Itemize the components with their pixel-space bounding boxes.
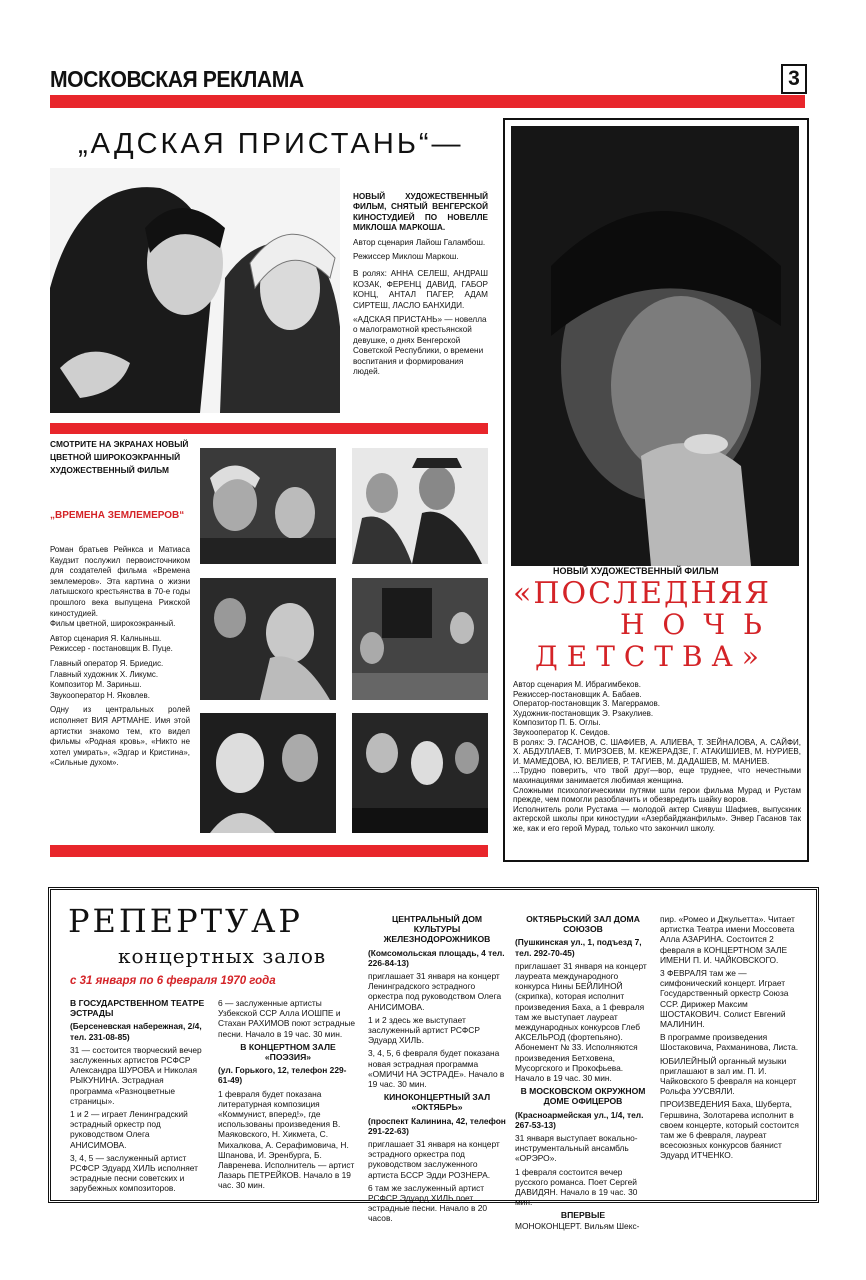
film3-cast: В ролях: Э. ГАСАНОВ, С. ШАФИЕВ, А. АЛИЕВА, Т. ЗЕЙНАЛОВА, А. САЙФИ, Х. АБДУЛЛАЕВ, Т. МИРЗОЕВ, М. КЕЖЕРАДЗЕ, Г. АТАКИШИЕВ, М. НУРИЕВ, И. МАМЕДОВА, Ю. ВЕЛИЕВ, Р. ТАГИЕВ, М. ДАДАШЕВ, М. МАНИЕВ. bbox=[513, 737, 801, 766]
film2-description: Роман братьев Рейнкса и Матиаса Каудзит послужил первоисточником для создателей фильма «Времена землемеров». Эта картина о жизни латышского крестьянства в 70-е годы прошлого века выпущена Рижской киностудией. bbox=[50, 545, 190, 618]
film3-credit: Звукооператор К. Сеидов. bbox=[513, 727, 610, 737]
film2-still-4 bbox=[352, 578, 488, 700]
col1-hall: В ГОСУДАРСТВЕННОМ ТЕАТРЕ ЭСТРАДЫ bbox=[70, 998, 205, 1019]
film2-intro: СМОТРИТЕ НА ЭКРАНАХ НОВЫЙ ЦВЕТНОЙ ШИРОКОЭКРАННЫЙ ХУДОЖЕСТВЕННЫЙ ФИЛЬМ bbox=[50, 439, 189, 475]
section-masthead: МОСКОВСКАЯ РЕКЛАМА bbox=[50, 66, 304, 92]
film2-still-1 bbox=[200, 448, 336, 564]
film2-lead: Одну из центральных ролей исполняет ВИЯ АРТМАНЕ. Имя этой артистки знакомо тем, кто видел фильмы «Родная кровь», «Никто не хотел умирать», «Эдгар и Кристина», «Сильные духом». bbox=[50, 705, 190, 768]
film2-still-5 bbox=[200, 713, 336, 833]
col2-entry: 6 — заслуженные артисты Узбекской ССР Алла ИОШПЕ и Стахан РАХИМОВ поют эстрадные песни. Начало в 19 час. 30 мин. bbox=[218, 998, 356, 1039]
col1-entry: 3, 4, 5 — заслуженный артист РСФСР Эдуард ХИЛЬ исполняет эстрадные песни советских и зарубежных композиторов. bbox=[70, 1152, 198, 1194]
col3-address: (проспект Калинина, 42, телефон 291-22-63) bbox=[368, 1115, 506, 1136]
col5-entry: ЮБИЛЕЙНЫЙ органный музыки приглашают в зал им. П. И. Чайковского 5 февраля на концерт Рольфа УУСВЯЛИ. bbox=[660, 1055, 797, 1097]
col4-entry: МОНОКОНЦЕРТ. Вильям Шекс- bbox=[515, 1220, 640, 1231]
col4-address: (Красноармейская ул., 1/4, тел. 267-53-13) bbox=[515, 1109, 644, 1130]
repertoire-col3 bbox=[368, 914, 506, 1227]
film3-portrait-photo bbox=[511, 126, 799, 566]
film3-kicker: НОВЫЙ ХУДОЖЕСТВЕННЫЙ ФИЛЬМ bbox=[553, 566, 719, 576]
col3-address: (Комсомольская площадь, 4 тел. 226-84-13) bbox=[368, 947, 505, 968]
repertoire-dates: с 31 января по 6 февраля 1970 года bbox=[70, 975, 276, 987]
masthead-red-rule bbox=[50, 95, 805, 108]
col2-hall: В КОНЦЕРТНОМ ЗАЛЕ «ПОЭЗИЯ» bbox=[240, 1041, 336, 1063]
col1-entry: 1 и 2 — играет Ленинградский эстрадный оркестр под руководством Олега АНИСИМОВА. bbox=[70, 1109, 188, 1150]
col4-hall: ОКТЯБРЬСКИЙ ЗАЛ ДОМА СОЮЗОВ bbox=[526, 914, 640, 935]
repertoire-col2 bbox=[218, 998, 358, 1194]
col5-entry: пир. «Ромео и Джульетта». Читает артистка Театра имени Моссовета Алла АЗАРИНА. Состоится 2 февраля в КОНЦЕРТНОМ ЗАЛЕ ИМЕНИ П. И. ЧАЙКОВСКОГО. bbox=[660, 914, 795, 965]
film3-credit: Автор сценария М. Ибрагимбеков. bbox=[513, 680, 641, 689]
film1-director: Режиссер Миклош Маркош. bbox=[353, 252, 459, 262]
col2-address: (ул. Горького, 12, телефон 229-61-49) bbox=[218, 1065, 347, 1086]
film3-title-line2: НОЧЬ bbox=[620, 608, 780, 641]
film1-text-block bbox=[353, 192, 488, 382]
col3-entry: 1 и 2 здесь же выступает заслуженный артист РСФСР Эдуард ХИЛЬ. bbox=[368, 1014, 480, 1046]
film2-text-block bbox=[50, 545, 190, 773]
film1-red-rule bbox=[50, 423, 488, 434]
repertoire-title: РЕПЕРТУАР bbox=[68, 902, 303, 940]
film3-title-line3: ДЕТСТВА» bbox=[535, 640, 768, 673]
col5-entry: 3 ФЕВРАЛЯ там же — симфонический концерт. Играет Государственный оркестр Союза ССР. Дирижер Максим ШОСТАКОВИЧ. Солист Евгений МАЛИНИН. bbox=[660, 968, 789, 1030]
film2-artist: Главный художник Х. Ликумс. bbox=[50, 669, 159, 679]
film1-still-photo bbox=[50, 168, 340, 413]
film1-intro: НОВЫЙ ХУДОЖЕСТВЕННЫЙ ФИЛЬМ, СНЯТЫЙ ВЕНГЕРСКОЙ КИНОСТУДИЕЙ ПО НОВЕЛЛЕ МИКЛОША МАРКОША. bbox=[353, 192, 488, 233]
film2-still-2 bbox=[352, 448, 488, 564]
col3-entry: 3, 4, 5, 6 февраля будет показана новая эстрадная программа «ОМИЧИ НА ЭСТРАДЕ». Начало в 19 час. 30 мин. bbox=[368, 1048, 505, 1090]
col3-hall: КИНОКОНЦЕРТНЫЙ ЗАЛ «ОКТЯБРЬ» bbox=[383, 1092, 491, 1113]
film3-plot: Сложными психологическими путями шли герои фильма Мурад и Рустам прежде, чем помогли разоблачить и обезвредить шайку воров. bbox=[513, 785, 801, 805]
repertoire-col5 bbox=[660, 914, 800, 1164]
film2-still-3 bbox=[200, 578, 336, 700]
film2-screenwriter: Автор сценария Я. Калныньш. bbox=[50, 633, 162, 643]
film2-still-6 bbox=[352, 713, 488, 833]
col4-hall: В МОСКОВСКОМ ОКРУЖНОМ ДОМЕ ОФИЦЕРОВ bbox=[520, 1086, 646, 1107]
film2-sound: Звукооператор Н. Яковлев. bbox=[50, 690, 150, 700]
col2-entry: 1 февраля будет показана литературная композиция «Коммунист, вперед!», где использованы произведения В. Маяковского, Н. Хикмета, С. Михалкова, А. Серафимовича, Н. Шпанова, И. Эренбурга, Б. Лавренева. Исполнитель — артист Лазарь ПЕТРЕЙКОВ. Начало в 19 час. 30 мин. bbox=[218, 1088, 355, 1191]
col3-entry: 6 там же заслуженный артист РСФСР Эдуард ХИЛЬ поет эстрадные песни. Начало в 20 часов. bbox=[368, 1182, 488, 1224]
film3-title-line1: «ПОСЛЕДНЯЯ bbox=[513, 576, 772, 611]
col4-entry: 1 февраля состоится вечер русского романса. Поет Сергей ДАВИДЯН. Начало в 19 час. 30 мин. bbox=[515, 1166, 638, 1208]
film2-composer: Композитор М. Зариньш. bbox=[50, 680, 142, 690]
col5-entry: ПРОИЗВЕДЕНИЯ Баха, Шуберта, Гершвина, Золотарева исполнит в своем концерте, который состоится там же 6 февраля, лауреат всесоюзных конкурсов баянист Эдуард ИТЧЕНКО. bbox=[660, 1099, 799, 1161]
film1-headline: „АДСКАЯ ПРИСТАНЬ“— bbox=[78, 128, 464, 160]
film1-cast: В ролях: АННА СЕЛЕШ, АНДРАШ КОЗАК, ФЕРЕНЦ ДАВИД, ГАБОР КОНЦ, АНТАЛ ПАГЕР, АДАМ СИРТЕШ, ЛАСЛО БАНХИДИ. bbox=[353, 269, 488, 310]
film3-actor: Исполнитель роли Рустама — молодой актер Сиявуш Шафиев, выпускник актерской школы при киностудии «Азербайджанфильм». Энвер Гасанов так же, как и его герой Мурад, только что закончил школу. bbox=[513, 804, 801, 833]
repertoire-col4 bbox=[515, 914, 651, 1234]
film3-credit: Оператор-постановщик З. Магеррамов. bbox=[513, 699, 660, 709]
col4-address: (Пушкинская ул., 1, подъезд 7, тел. 292-70-45) bbox=[515, 937, 642, 958]
film2-red-rule bbox=[50, 845, 488, 857]
col4-first: ВПЕРВЫЕ bbox=[560, 1210, 606, 1221]
film3-panel bbox=[503, 118, 809, 862]
repertoire-subtitle: концертных залов bbox=[118, 944, 327, 968]
film3-credit: Режиссер-постановщик А. Бабаев. bbox=[513, 689, 642, 699]
film2-operator: Главный оператор Я. Бриедис. bbox=[50, 658, 164, 668]
repertoire-col1 bbox=[70, 998, 208, 1197]
film2-director: Режиссер - постановщик В. Пуце. bbox=[50, 644, 173, 654]
col3-entry: приглашает 31 января на концерт эстрадного оркестра под руководством заслуженного артиста БССР Эдди РОЗНЕРА. bbox=[368, 1139, 500, 1180]
page-number: 3 bbox=[781, 64, 807, 94]
col3-entry: приглашает 31 января на концерт Ленинградского эстрадного оркестра под руководством Олега АНИСИМОВА. bbox=[368, 971, 502, 1012]
film2-format: Фильм цветной, широкоэкранный. bbox=[50, 619, 176, 629]
film3-quote: ...Трудно поверить, что твой друг—вор, еще труднее, что нечестными махинациями занимается любимая женщина. bbox=[513, 766, 801, 785]
col4-entry: 31 января выступает вокально-инструментальный ансамбль «ОРЭРО». bbox=[515, 1133, 638, 1164]
film3-credit: Композитор П. Б. Оглы. bbox=[513, 718, 601, 728]
col1-entry: 31 — состоится творческий вечер заслуженных артистов РСФСР Александра ШУРОВА и Николая РЫКУНИНА. Эстрадная программа «Разноцветные страницы». bbox=[70, 1044, 202, 1106]
film2-title: „ВРЕМЕНА ЗЕМЛЕМЕРОВ“ bbox=[50, 510, 185, 521]
col3-hall: ЦЕНТРАЛЬНЫЙ ДОМ КУЛЬТУРЫ ЖЕЛЕЗНОДОРОЖНИКОВ bbox=[383, 914, 491, 945]
col4-entry: приглашает 31 января на концерт лауреата международного конкурса Нины БЕЙЛИНОЙ (скрипка), которая исполнит произведения Баха, а 1 февраля там же выступает лауреат международных конкурсов Глеб АКСЕЛЬРОД (фортепьяно). Абонемент № 33. Исполняются произведения Бетховена, Мусоргского и Прокофьева. Начало в 19 час. 30 мин. bbox=[515, 960, 647, 1084]
col5-entry: В программе произведения Шостаковича, Рахманинова, Листа. bbox=[660, 1032, 799, 1053]
film3-credit: Художник-постановщик Э. Рзакулиев. bbox=[513, 708, 654, 718]
col1-address: (Берсеневская набережная, 2/4, тел. 231-08-85) bbox=[70, 1021, 202, 1042]
film3-text-block bbox=[513, 680, 801, 834]
film1-screenwriter: Автор сценария Лайош Галамбош. bbox=[353, 237, 486, 247]
film1-synopsis: «АДСКАЯ ПРИСТАНЬ» — новелла о малограмотной крестьянской девушке, о днях Венгерской Советской Республики, о времени воспитания и формирования людей. bbox=[353, 315, 487, 377]
